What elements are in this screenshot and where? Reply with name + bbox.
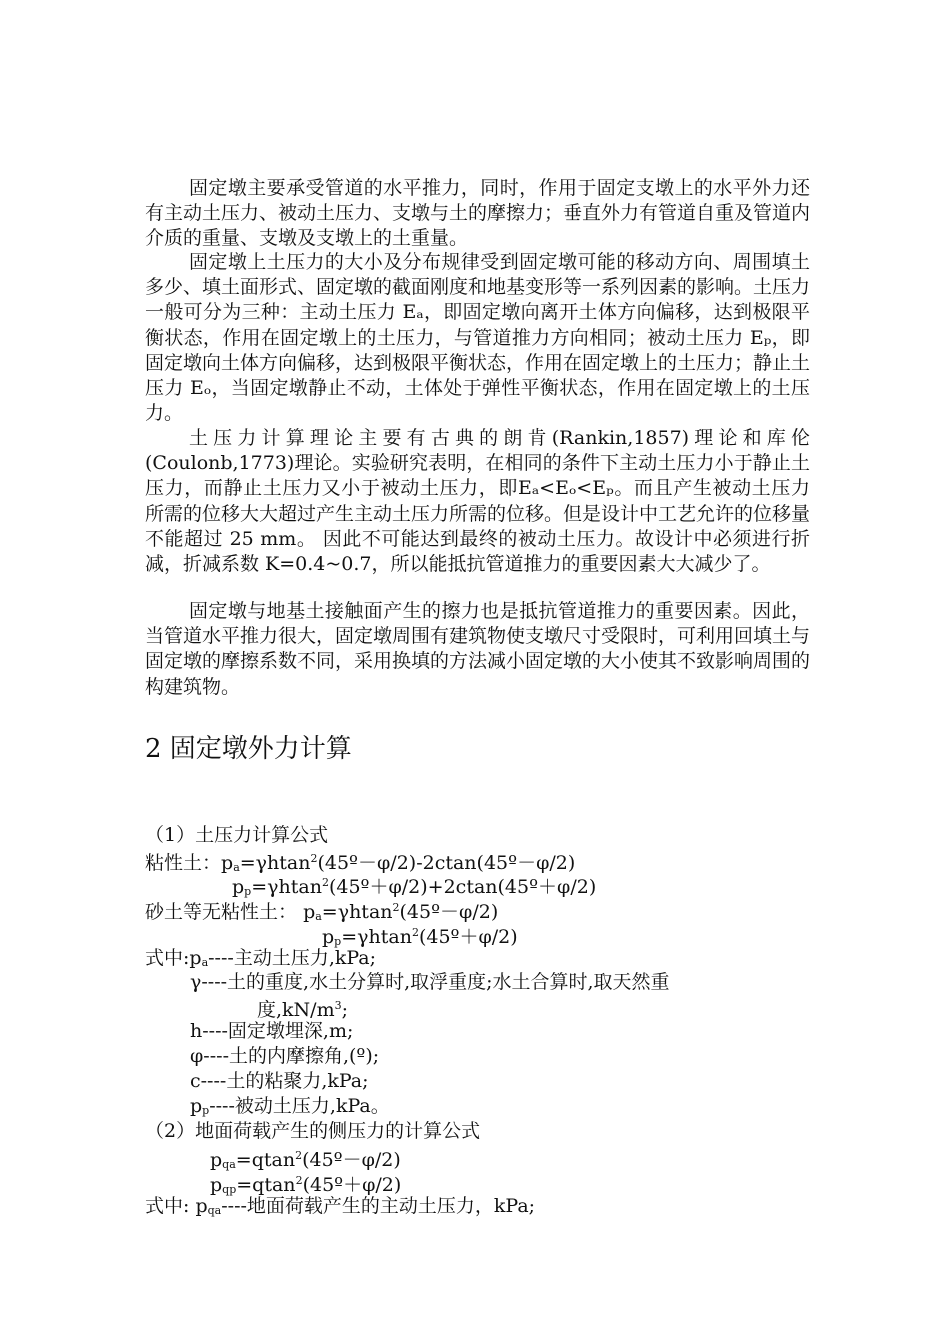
formula-cohesive-pp: pp=γhtan$^2$(45º＋φ/2)+2ctan(45º＋φ/2) [232, 876, 597, 898]
formula-pqp: pqp=qtan$^2$(45º＋φ/2) [210, 1174, 402, 1196]
definition-pqa: 式中: pqa----地面荷载产生的主动土压力，kPa; [145, 1195, 536, 1217]
paragraph-4: 固定墩与地基土接触面产生的擦力也是抵抗管道推力的重要因素。因此，当管道水平推力很大，固定墩周围有建筑物使支墩尺寸受限时，可利用回填土与固定墩的摩擦系数不同，采用换填的方法减小固定墩的大小使其不致影响周围的构建筑物。 [145, 600, 811, 698]
definition-gamma-continued: 度$,kN/m^3$; [257, 999, 349, 1021]
formula-item-1-title: （1）土压力计算公式 [145, 824, 329, 846]
formula-sandy-pp: pp=γhtan$^2$(45º＋φ/2) [322, 926, 518, 948]
definition-c: c----土的粘聚力,kPa; [190, 1070, 369, 1092]
paragraph-1: 固定墩主要承受管道的水平推力，同时，作用于固定支墩上的水平外力还有主动土压力、被动土压力、支墩与土的摩擦力；垂直外力有管道自重及管道内介质的重量、支墩及支墩上的土重量。 [145, 177, 811, 250]
definition-phi: φ----土的内摩擦角,(º); [190, 1045, 380, 1067]
formula-sandy-pa: 砂土等无粘性土： pa=γhtan$^2$(45º－φ/2) [145, 901, 499, 923]
definition-h: h----固定墩埋深,m; [190, 1020, 354, 1042]
formula-cohesive-pa: 粘性土：pa=γhtan$^2$(45º－φ/2)-2ctan(45º－φ/2) [145, 852, 576, 874]
sandy-label: 砂土等无粘性土： [145, 901, 298, 923]
definition-pp: pp----被动土压力,kPa。 [190, 1095, 390, 1117]
cohesive-label: 粘性土： [145, 852, 222, 874]
formula-item-2-title: （2）地面荷载产生的侧压力的计算公式 [145, 1120, 481, 1142]
paragraph-3: 土压力计算理论主要有古典的朗肯(Rankin,1857)理论和库伦(Coulonb,1773)理论。实验研究表明，在相同的条件下主动土压力小于静止土压力，而静止土压力又小于被动土压力，即Eₐ<Eₒ<Eₚ。而且产生被动土压力所需的位移大大超过产生主动土压力所需的位移。但是设计中工艺允许的位移量不能超过 25 mm。 因此不可能达到最终的被动土压力。故设计中必须进行折减，折减系数 K=0.4~0.7，所以能抵抗管道推力的重要因素大大减少了。 [145, 427, 811, 576]
paragraph-2: 固定墩上土压力的大小及分布规律受到固定墩可能的移动方向、周围填土多少、填土面形式、固定墩的截面刚度和地基变形等一系列因素的影响。土压力一般可分为三种：主动土压力 Eₐ，即固定墩向离开土体方向偏移，达到极限平衡状态，作用在固定墩上的土压力，与管道推力方向相同；被动土压力 Eₚ，即固定墩向土体方向偏移，达到极限平衡状态，作用在固定墩上的土压力；静止土压力 Eₒ，当固定墩静止不动，土体处于弹性平衡状态，作用在固定墩上的土压力。 [145, 251, 811, 425]
definition-pa: 式中:pa----主动土压力,kPa; [145, 947, 377, 969]
formula-pqa: pqa=qtan$^2$(45º－φ/2) [210, 1149, 401, 1171]
section-heading: 2 固定墩外力计算 [145, 734, 352, 764]
definition-gamma: γ----土的重度,水土分算时,取浮重度;水土合算时,取天然重 [190, 971, 670, 993]
